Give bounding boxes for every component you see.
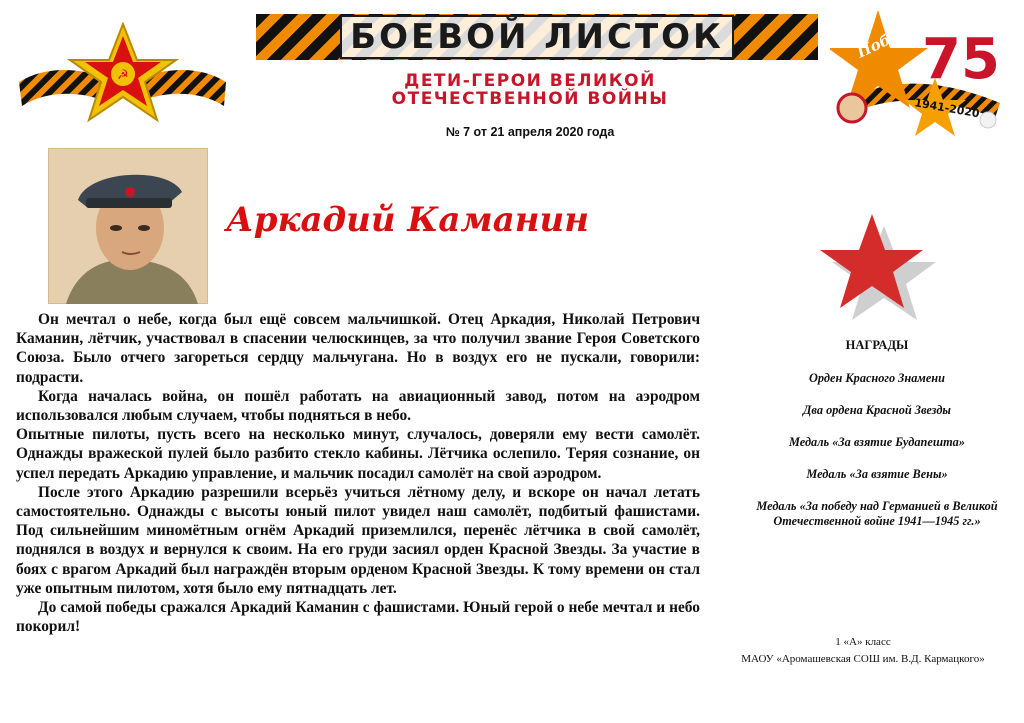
red-star-icon	[818, 212, 938, 322]
svg-text:☭: ☭	[117, 68, 129, 83]
article-paragraph: Опытные пилоты, пусть всего на несколько минут, случалось, доверяли ему вести самолёт. Однажды вражеской пулей было разбито стекло кабины. Лётчика ослепило. Теряя сознание, он успел передать Аркадию управление, и мальчик посадил самолёт на свой аэродром.	[16, 426, 700, 482]
award-item: Орден Красного Знамени	[809, 371, 945, 385]
class-line: 1 «А» класс	[835, 636, 891, 648]
hero-name: Аркадий Каманин	[226, 200, 590, 240]
awards-list	[742, 338, 1012, 546]
victory-number: 75	[922, 27, 1000, 92]
child-figure-icon	[838, 94, 866, 122]
header-banner	[256, 14, 818, 60]
awards-heading: НАГРАДЫ	[845, 338, 909, 352]
subtitle	[300, 72, 760, 108]
article-paragraph: До самой победы сражался Аркадий Каманин с фашистами. Юный герой о небе мечтал и небо покорил!	[16, 599, 700, 636]
hero-portrait	[48, 148, 208, 304]
order-star-emblem	[14, 22, 232, 134]
award-item: Два ордена Красной Звезды	[803, 403, 951, 417]
article-body	[16, 310, 700, 636]
footer	[708, 634, 1018, 668]
award-item: Медаль «За победу над Германией в Великой Отечественной войне 1941—1945 гг.»	[756, 499, 998, 528]
victory-75-emblem	[830, 8, 1010, 148]
article-paragraph: Когда началась война, он пошёл работать на авиационный завод, потом на аэродром использовался любым случаем, чтобы подняться в небо.	[16, 387, 700, 425]
victory-years: 1941-2020	[913, 96, 981, 121]
award-item: Медаль «За взятие Будапешта»	[789, 435, 965, 449]
victory-word: Победа	[854, 17, 921, 62]
article-paragraph: После этого Аркадию разрешили всерьёз учиться лётному делу, и вскоре он начал летать самостоятельно. Однажды с высоты юный пилот увидел наш самолёт, подбитый фашистами. Под сильнейшим миномётным огнём Аркадий приземлился, перенёс лётчика в свой самолёт, поднялся в воздух и вернулся к своим. На его груди засиял орден Красной Звезды. За участие в боях с врагом Аркадий был награждён вторым орденом Красной Звезды. К тому времени он стал уже опытным пилотом, хотя было ему пятнадцать лет.	[16, 483, 700, 597]
article-paragraph: Он мечтал о небе, когда был ещё совсем мальчишкой. Отец Аркадия, Николай Петрович Каманин, лётчик, участвовал в спасении челюскинцев, за что получил звание Героя Советского Союза. Было отчего загореться сердцу мальчугана. Но в воздух его не пускали, говорили: подрасти.	[16, 311, 700, 386]
banner-title: БОЕВОЙ ЛИСТОК	[340, 15, 734, 59]
school-line: МАОУ «Аромашевская СОШ им. В.Д. Кармацкого»	[741, 653, 985, 665]
subtitle-line-2: ОТЕЧЕСТВЕННОЙ ВОЙНЫ	[391, 89, 669, 109]
award-item: Медаль «За взятие Вены»	[806, 467, 948, 481]
subtitle-line-1: ДЕТИ-ГЕРОИ ВЕЛИКОЙ	[404, 71, 656, 91]
issue-number: № 7 от 21 апреля 2020 года	[445, 125, 615, 139]
